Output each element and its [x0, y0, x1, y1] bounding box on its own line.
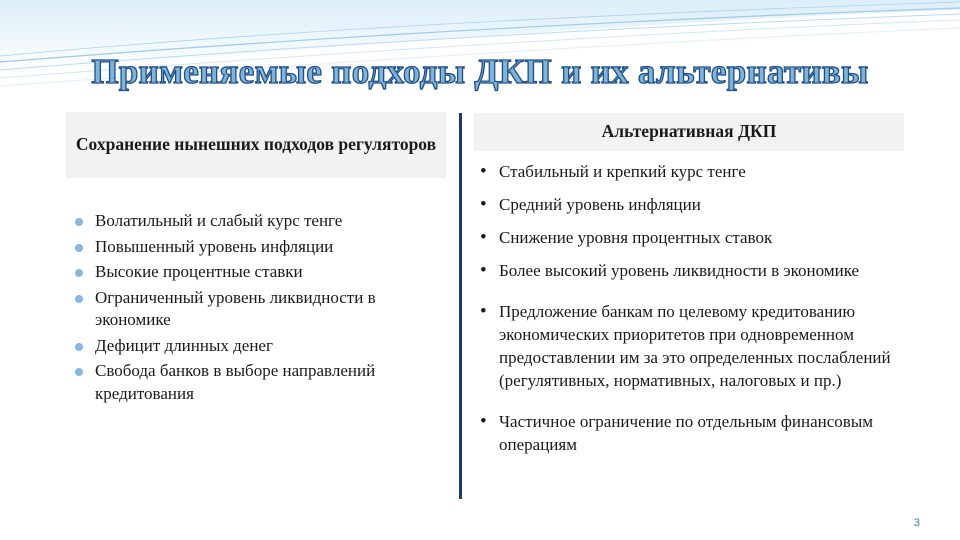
left-column-list	[74, 210, 434, 408]
list-item: Дефицит длинных денег	[74, 335, 434, 358]
right-column-list	[480, 160, 920, 466]
list-item: • Стабильный и крепкий курс тенге	[480, 160, 920, 183]
right-column-header	[474, 113, 904, 151]
page-number: 3	[913, 517, 920, 529]
slide-title: Применяемые подходы ДКП и их альтернативы	[91, 52, 869, 91]
list-item: Волатильный и слабый курс тенге	[74, 210, 434, 233]
list-item: • Более высокий уровень ликвидности в экономике	[480, 259, 920, 282]
list-item: Ограниченный уровень ликвидности в экономике	[74, 287, 434, 332]
list-item: Высокие процентные ставки	[74, 261, 434, 284]
list-item: • Снижение уровня процентных ставок	[480, 226, 920, 249]
list-item: • Частичное ограничение по отдельным финансовым операциям	[480, 410, 920, 456]
left-column-header-text: Сохранение нынешних подходов регуляторов	[75, 134, 437, 155]
column-divider	[459, 113, 462, 499]
list-item: • Предложение банкам по целевому кредитованию экономических приоритетов при одновременном предоставлении им за это определенных послаблений (регулятивных, нормативных, налоговых и пр.)	[480, 300, 920, 392]
right-column-header-text: Альтернативная ДКП	[601, 121, 777, 142]
list-item: • Средний уровень инфляции	[480, 193, 920, 216]
left-column-header	[66, 112, 446, 178]
list-item: Свобода банков в выборе направлений кредитования	[74, 360, 434, 405]
list-item: Повышенный уровень инфляции	[74, 236, 434, 259]
